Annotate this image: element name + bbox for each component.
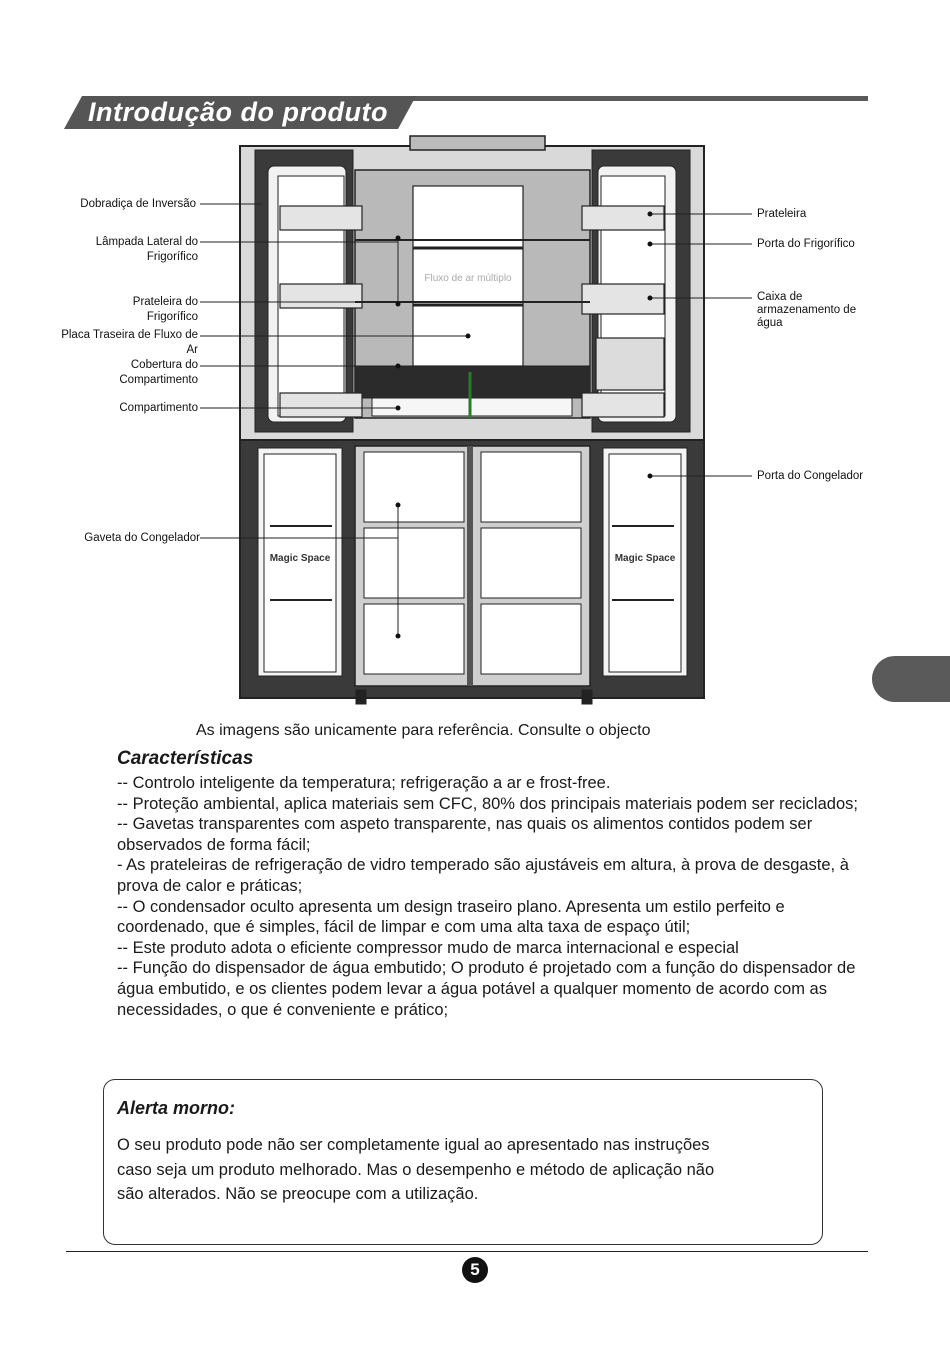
- label-airflow-back-plate: Placa Traseira de Fluxo de Ar: [61, 329, 198, 356]
- label-water-box: Caixa de armazenamento de água: [757, 291, 857, 329]
- label-side-lamp: Lâmpada Lateral do Frigorífico: [95, 236, 198, 263]
- header-rule: [410, 96, 868, 101]
- feature-item: -- Gavetas transparentes com aspeto transparente, nas quais os alimentos contidos podem ser observados de forma fácil;: [117, 815, 813, 854]
- fridge-diagram: [0, 130, 950, 710]
- label-compartment: Compartimento: [119, 402, 198, 414]
- label-fridge-shelf: Prateleira do Frigorífico: [132, 296, 198, 323]
- features-list: [117, 773, 877, 1020]
- label-fridge-door: Porta do Frigorífico: [757, 238, 855, 250]
- page-number: 5: [462, 1257, 488, 1283]
- label-shelf: Prateleira: [757, 208, 807, 220]
- label-compartment-cover: Cobertura do Compartimento: [119, 359, 198, 386]
- image-caption: As imagens são unicamente para referência. Consulte o objecto: [196, 722, 651, 739]
- drawer-print-right: Magic Space: [614, 553, 676, 564]
- label-reversible-hinge: Dobradiça de Inversão: [80, 198, 196, 210]
- feature-item: -- Este produto adota o eficiente compressor mudo de marca internacional e especial: [117, 938, 739, 957]
- feature-item: -- Função do dispensador de água embutido; O produto é projetado com a função do dispensador de água embutido, e os clientes podem levar a água potável a qualquer momento de acordo com as necessidades, o que é conveniente e prático;: [117, 959, 856, 1019]
- feature-item: -- Controlo inteligente da temperatura; refrigeração a ar e frost-free.: [117, 774, 611, 792]
- footer-rule: [66, 1251, 868, 1252]
- airflow-panel-text: Fluxo de ar múltiplo: [424, 273, 512, 284]
- alert-title: Alerta morno:: [117, 1098, 236, 1118]
- drawer-print-left: Magic Space: [269, 553, 331, 564]
- label-freezer-drawer: Gaveta do Congelador: [84, 532, 200, 544]
- page-title: Introdução do produto: [88, 97, 388, 127]
- feature-item: -- O condensador oculto apresenta um design traseiro plano. Apresenta um estilo perfeito e coordenado, que é simples, fácil de limpar e com uma alta taxa de espaço útil;: [117, 897, 785, 937]
- feature-item: -- Proteção ambiental, aplica materiais sem CFC, 80% dos principais materiais podem ser reciclados;: [117, 794, 858, 813]
- label-freezer-door: Porta do Congelador: [757, 470, 864, 482]
- side-tab: [872, 656, 950, 702]
- feature-item: - As prateleiras de refrigeração de vidro temperado são ajustáveis em altura, à prova de desgaste, à prova de calor e práticas;: [117, 856, 849, 895]
- features-title: Características: [117, 748, 254, 769]
- alert-body: O seu produto pode não ser completamente igual ao apresentado nas instruções caso seja um produto melhorado. Mas o desempenho e método de aplicação não são alterados. Não se preocupe com a utilização.: [117, 1136, 715, 1203]
